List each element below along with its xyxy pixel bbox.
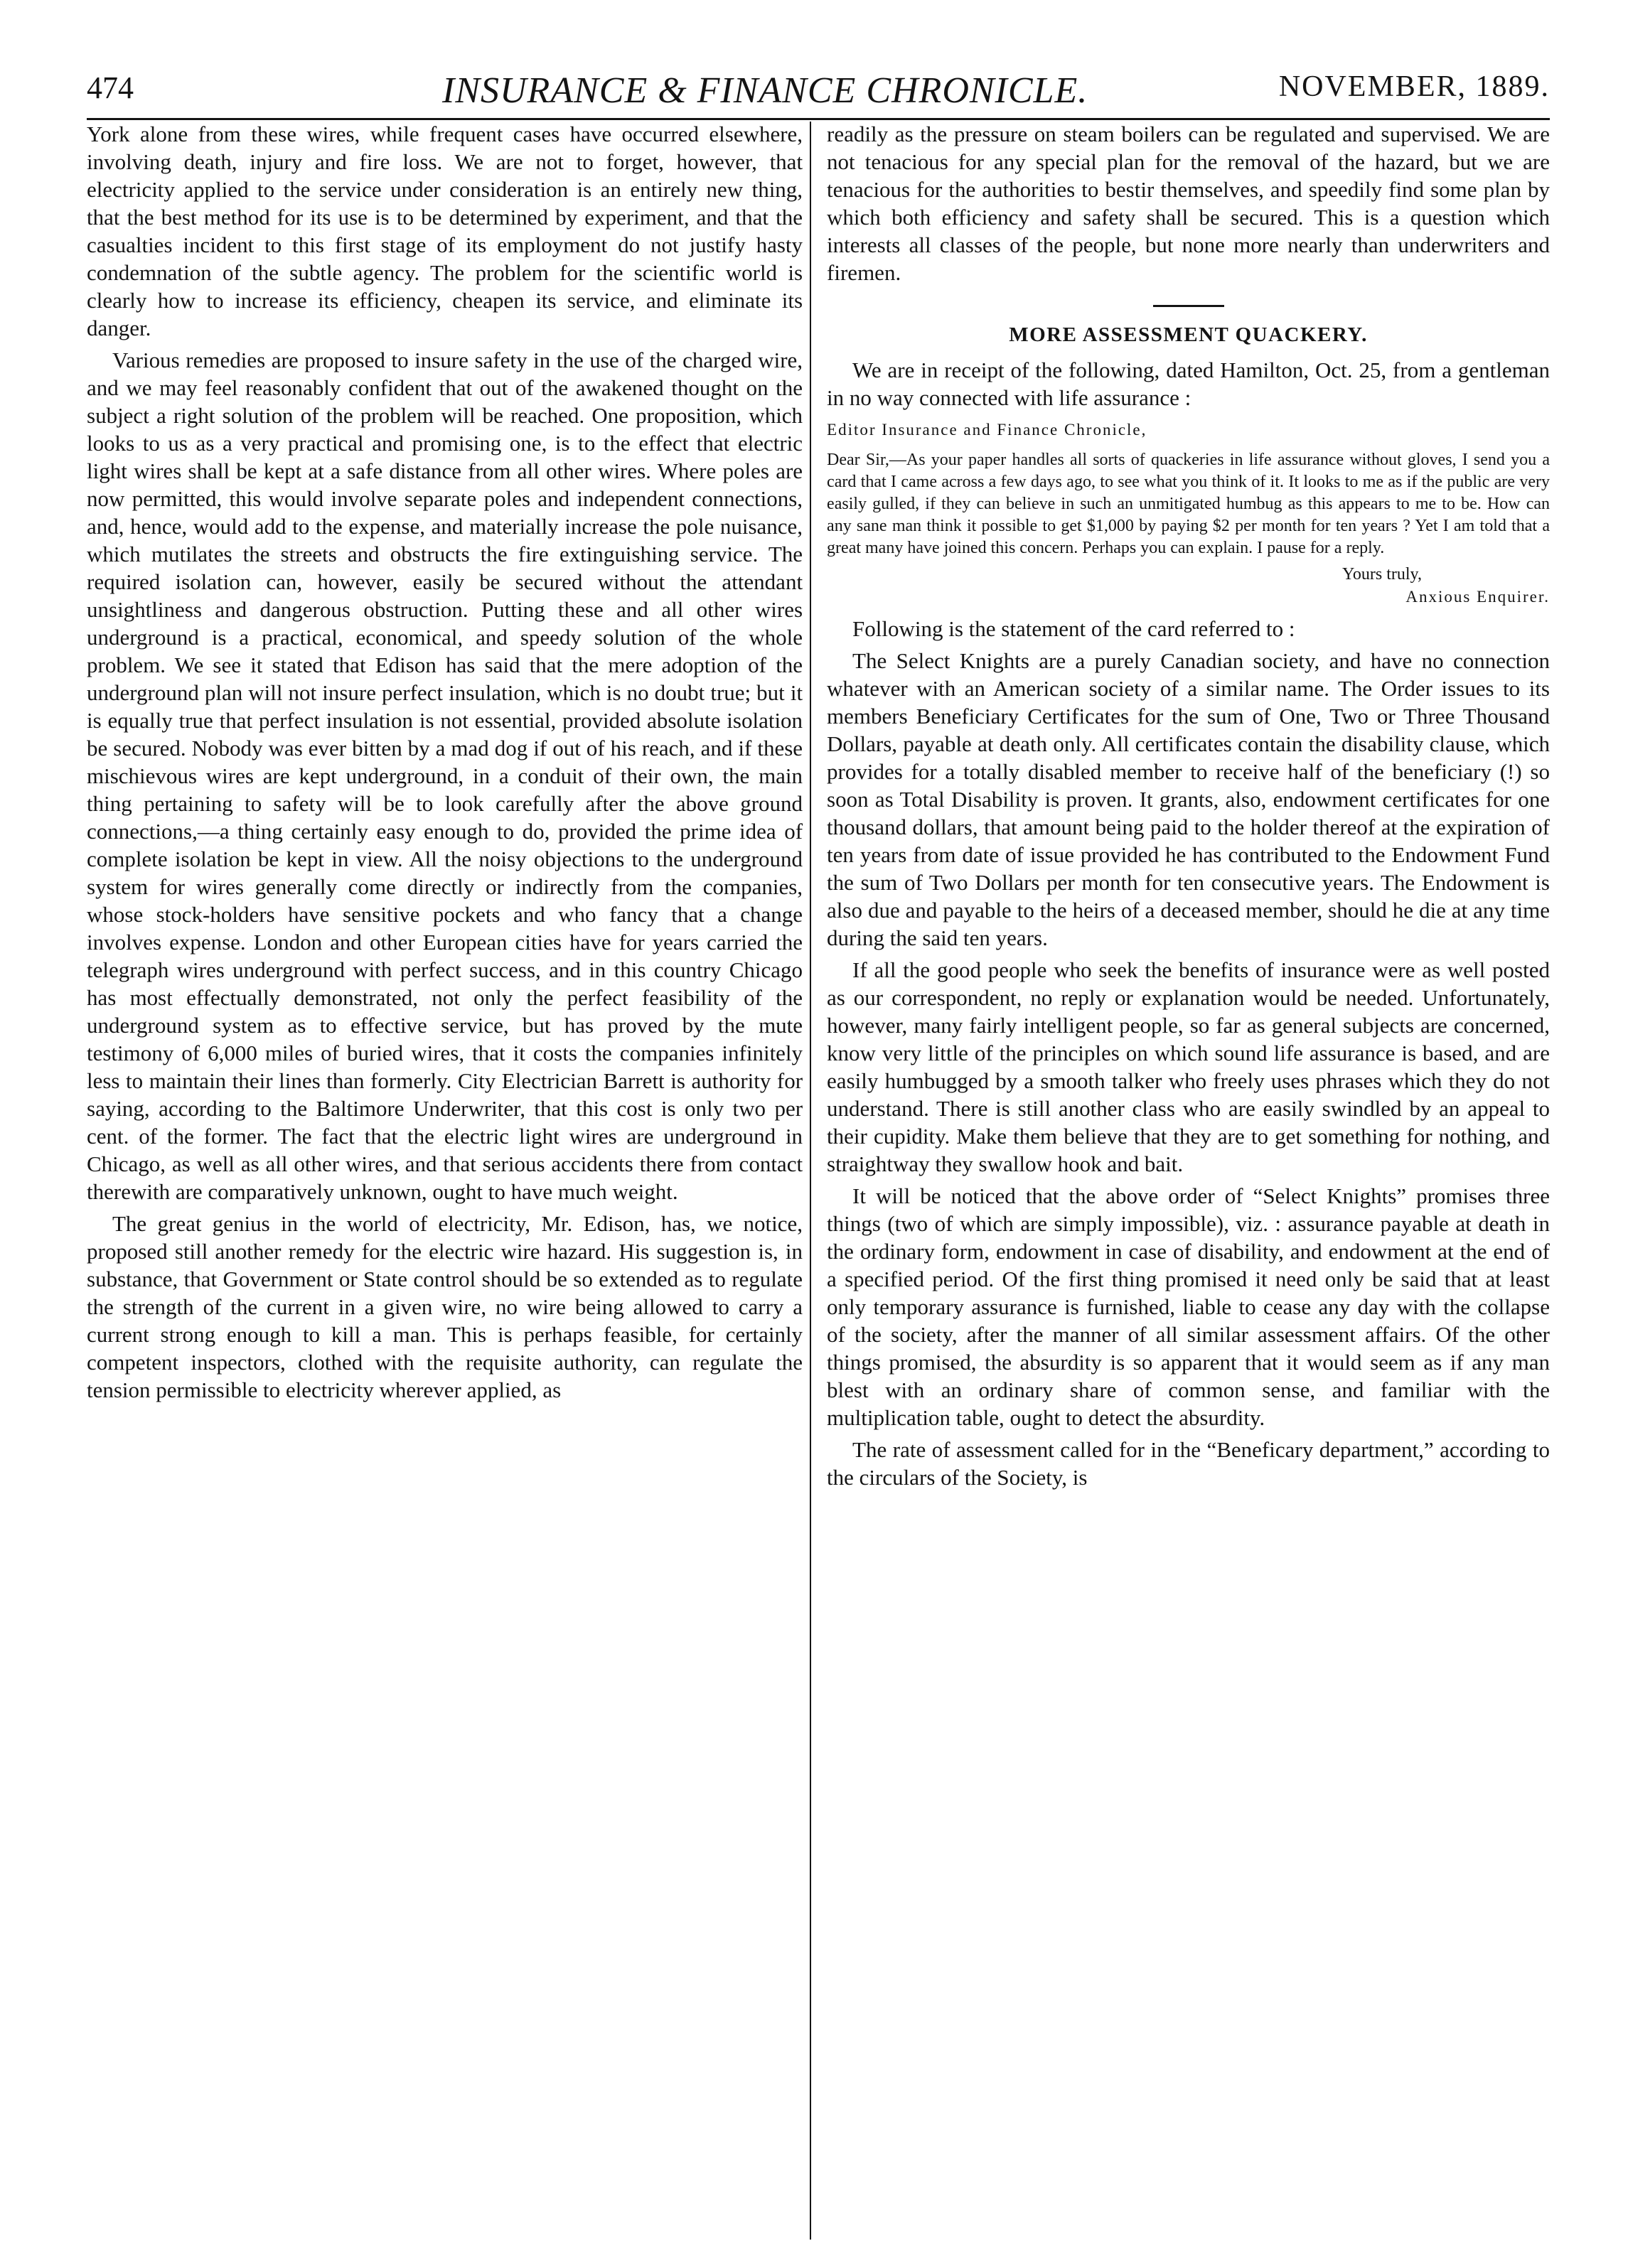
left-paragraph-3: The great genius in the world of electricity, Mr. Edison, has, we notice, proposed still another remedy for the electric wire hazard. His suggestion is, in substance, that Government or State control should be so extended as to regulate the strength of the current in a given wire, no wire being allowed to carry a current strong enough to kill a man. This is perhaps feasible, for certainly competent inspectors, clothed with the requisite authority, can regulate the tension permissible to electricity wherever applied, as xyxy=(87,1211,803,1402)
letter-sign-off: Yours truly, xyxy=(1342,565,1422,584)
page-number: 474 xyxy=(87,70,134,105)
right-paragraph-3: The rate of assessment called for in the “Beneficary department,” according to the circulars of the Society, is xyxy=(827,1437,1550,1490)
editor-address: Editor Insurance and Finance Chronicle, xyxy=(827,421,1147,439)
section-heading: MORE ASSESSMENT QUACKERY. xyxy=(1009,323,1368,346)
letter-signature: Anxious Enquirer. xyxy=(1405,588,1550,606)
column-divider xyxy=(810,122,811,2240)
left-paragraph-2: Various remedies are proposed to insure safety in the use of the charged wire, and we may feel reasonably confident that out of the awakened thought on the subject a right solution of the problem will be reached. One proposition, which looks to us as a very practical and promising one, is to the effect that electric light wires shall be kept at a safe distance from all other wires. Where poles are now permitted, this would involve separate poles and independent connections, and, hence, would add to the expense, and materially increase the pole nuisance, which mutilates the streets and obstructs the fire extinguishing service. The required isolation can, however, easily be secured without the attendant unsightliness and dangerous obstruction. Putting these and all other wires underground is a practical, economical, and speedy solution of the whole problem. We see it stated that Edison has said that the mere adoption of the underground plan will not insure perfect insulation, which is no doubt true; but it is equally true that perfect insulation is not essential, provided absolute isolation be secured. Nobody was ever bitten by a mad dog if out of his reach, and if these mischievous wires are kept underground, in a conduit of their own, the main thing pertaining to safety will be to look carefully after the above ground connections,—a thing certainly easy enough to do, provided the prime idea of complete isolation be kept in view. All the noisy objections to the underground system for wires generally come directly or indirectly from the companies, whose stock-holders have sensitive pockets and who fancy that a change involves expense. London and other European cities have for years carried the telegraph wires underground with perfect success, and in this country Chicago has most effectually demonstrated, not only the perfect feasibility of the underground system as to effective service, but has proved by the mute testimony of 6,000 miles of buried wires, that it costs the companies infinitely less to maintain their lines than formerly. City Electrician Barrett is authority for saying, according to the Baltimore Underwriter, that this cost is only two per cent. of the former. The fact that the electric light wires are underground in Chicago, as well as all other wires, and that serious accidents there from contact therewith are comparatively unknown, ought to have much weight. xyxy=(87,348,803,1204)
page-header xyxy=(87,60,1550,118)
right-intro-paragraph: readily as the pressure on steam boilers can be regulated and supervised. We are not tenacious for any special plan for the removal of the hazard, but we are tenacious for the authorities to bestir themselves, and speedily find some plan by which both efficiency and safety shall be secured. This is a question which interests all classes of the people, but none more nearly than underwriters and firemen. xyxy=(827,122,1550,285)
reader-letter: Dear Sir,—As your paper handles all sorts of quackeries in life assurance without gloves, I send you a card that I came across a few days ago, to see what you think of it. It looks to me as if the public are very easily gulled, if they can believe in such an unmitigated humbug as this appears to me to be. How can any sane man think it possible to get $1,000 by paying $2 per month for ten years ? Yet I am told that a great many have joined this concern. Perhaps you can explain. I pause for a reply. xyxy=(827,451,1550,557)
right-paragraph-1: If all the good people who seek the benefits of insurance were as well posted as our correspondent, no reply or explanation would be needed. Unfortunately, however, many fairly intelligent people, so far as general subjects are concerned, know very little of the principles on which sound life assurance is based, and are easily humbugged by a smooth talker who freely uses phrases which they do not understand. There is still another class who are easily swindled by an appeal to their cupidity. Make them believe that they are to get something for nothing, and straightway they swallow hook and bait. xyxy=(827,957,1550,1176)
issue-date: NOVEMBER, 1889. xyxy=(1278,70,1550,103)
right-column xyxy=(827,120,1550,2245)
card-text: The Select Knights are a purely Canadian society, and have no connection whatever with an American society of a similar name. The Order issues to its members Beneficiary Certificates for the sum of One, Two or Three Thousand Dollars, payable at death only. All certificates contain the disability clause, which provides for a totally disabled member to receive half of the beneficiary (!) so soon as Total Disability is proven. It grants, also, endowment certificates for one thousand dollars, that amount being paid to the holder thereof at the expiration of ten years from date of issue provided he has contributed to the Endowment Fund the sum of Two Dollars per month for ten consecutive years. The Endowment is also due and payable to the heirs of a deceased member, should he die at any time during the said ten years. xyxy=(827,648,1550,950)
two-column-body xyxy=(87,120,1550,2245)
left-column xyxy=(87,120,810,2245)
card-intro: Following is the statement of the card referred to : xyxy=(852,616,1295,641)
receipt-paragraph: We are in receipt of the following, dated Hamilton, Oct. 25, from a gentleman in no way connected with life assurance : xyxy=(827,358,1550,410)
journal-title: INSURANCE & FINANCE CHRONICLE. xyxy=(442,70,1088,111)
left-paragraph-1: York alone from these wires, while frequent cases have occurred elsewhere, involving death, injury and fire loss. We are not to forget, however, that electricity applied to the service under consideration is an entirely new thing, that the best method for its use is to be determined by experiment, and that the casualties incident to this first stage of its employment do not justify hasty condemnation of the subtle agency. The problem for the scientific world is clearly how to increase its efficiency, cheapen its service, and eliminate its danger. xyxy=(87,122,803,340)
section-separator xyxy=(1153,305,1224,307)
right-paragraph-2: It will be noticed that the above order of “Select Knights” promises three things (two of which are simply impossible), viz. : assurance payable at death in the ordinary form, endowment in case of disability, and endowment at the end of a specified period. Of the first thing promised it need only be said that at least only temporary assurance is furnished, liable to cease any day with the collapse of the society, after the manner of all similar assessment affairs. Of the other things promised, the absurdity is so apparent that it would seem as if any man blest with an ordinary share of common sense, and familiar with the multiplication table, ought to detect the absurdity. xyxy=(827,1183,1550,1430)
